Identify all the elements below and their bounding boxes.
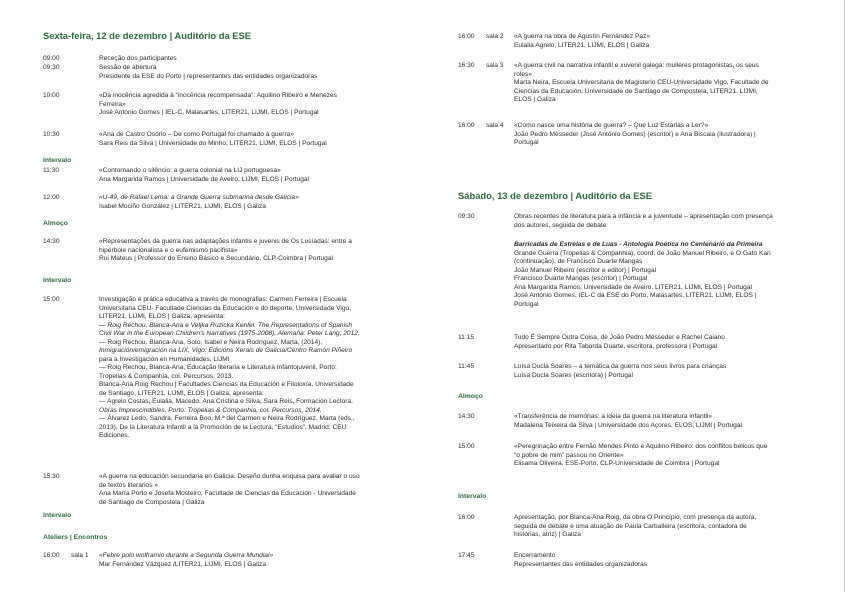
entry-line: — Roig Rechou, Blanca-Ana, Educação literaria e Literatura Infantojuvenil, Porto: bbox=[99, 364, 337, 371]
entry-line: Eulalia Agrelo, LITER21, LIJMI, ELOS | Galiza bbox=[514, 41, 650, 49]
entry-line: «A guerra na educación secundaria en Galicia. Deseño dunha enquisa para avaliar o uso bbox=[99, 473, 360, 480]
entry-line: seguida de debate e uma atuação de Paula Carballeira (escritora, contadora de bbox=[514, 522, 747, 530]
entry-line: Ciencias da Educación, Universidade de Santiago de Compostela, LITER21, LIJMI, bbox=[514, 87, 758, 95]
section-heading: Almoço bbox=[43, 220, 68, 227]
entry-line: «Contornando o silêncio: a guerra colonial na LIJ portuguesa» bbox=[99, 167, 281, 174]
entry-line: 2013), De la Literatura Infantil a la Promoción de la Lectura, “Estudios”, Madrid: CEU bbox=[99, 423, 347, 431]
entry-line: Tropelias & Companhia, col. Percursos, 2013. bbox=[99, 372, 234, 380]
entry-line: «Ana de Castro Osório – De como Portugal foi chamado à guerra» bbox=[99, 131, 294, 138]
entry-line: ELOS | Galiza bbox=[514, 96, 556, 103]
entry-line: José António Gomes, IEL-C da ESE do Porto, Malasartes, LITER21, LIJMI, ELOS | bbox=[514, 292, 757, 299]
section-heading: Ateliers | Encontros bbox=[43, 534, 108, 541]
entry-line: de Santiago, LITER21, LIJMI, ELOS | Galiza, apresenta: bbox=[99, 389, 264, 397]
entry-line: «Representações da guerra nas adaptações infantis e juvenis de Os Lusíadas: entre a bbox=[99, 238, 352, 245]
entry-line: Ana María Porto e Josefa Mosteiro, Facultade de Ciencias da Educación - Universidade bbox=[99, 490, 356, 497]
entry-room: sala 1 bbox=[71, 552, 89, 559]
section-heading: Intervalo bbox=[43, 157, 72, 164]
entry-line: Representantes das entidades organizadoras bbox=[514, 560, 648, 568]
entry-line: Mar Fernández Vázquez /LITER21, LIJMI, ELOS | Galiza bbox=[99, 560, 266, 568]
entry-line: “o pobre de mim” passou no Oriente» bbox=[514, 451, 624, 459]
entry-line: «A guerra na obra de Agustín Fernández Paz» bbox=[514, 33, 650, 40]
entry-line: Elisama Oliveira, ESE-Porto, CLP-Universidade de Coimbra | Portugal bbox=[514, 460, 720, 467]
entry-line: de textos literarios » bbox=[99, 481, 159, 489]
entry-line: Portugal bbox=[514, 300, 539, 308]
entry-line: «Como nasce uma história de guerra? – Que Luz Estarias a Ler?» bbox=[514, 122, 709, 129]
entry-time: 16:30 bbox=[458, 62, 475, 69]
entry-line: Madalena Teixeira da Silva | Universidade dos Açores, ELOS, LIJMI | Portugal bbox=[514, 421, 742, 429]
entry-line: Ana Margarida Ramos | Universidade de Aveiro, LIJMI, ELOS | Portugal bbox=[99, 175, 310, 183]
entry-line: Ana Margarida Ramos, Universidade de Aveiro, LITER21, LIJMI, ELOS | Portugal bbox=[514, 283, 752, 291]
entry-line: Obras recentes de literatura para a infância e a juventude – apresentação com presença bbox=[514, 213, 773, 220]
entry-line: Civil War in the European Children's Narratives (1975-2008), Alemaña: Peter Lang, 2012. bbox=[99, 330, 360, 337]
entry-time: 11:30 bbox=[43, 167, 60, 174]
entry-line: Ediciones. bbox=[99, 432, 130, 439]
entry-time: 14:30 bbox=[458, 413, 475, 420]
entry-line: Universitaria CEU- Facultade Ciencias da Educación e do deporte, Universidade Vigo, bbox=[99, 304, 352, 312]
entry-line: «Febre polo wolframio durante a Segunda Guerra Mundial» bbox=[99, 552, 274, 559]
entry-time: 09:30 bbox=[458, 213, 475, 220]
entry-time: 09:30 bbox=[43, 64, 60, 71]
entry-line: Blanca-Ana Roig Rechou | Facultades Ciencias da Educación e Filoloxía, Universidade bbox=[99, 381, 354, 388]
entry-line: Portugal bbox=[514, 139, 539, 146]
entry-line: para a Investigación en Humanidades, LIJMI bbox=[99, 355, 230, 363]
entry-time: 15:00 bbox=[43, 296, 60, 303]
entry-line: Francisco Duarte Mangas (escritor) | Portugal bbox=[514, 275, 648, 282]
entry-line: «Peregrinação entre Fernão Mendes Pinto e Aquilino Ribeiro: dos conflitos bélicos que bbox=[514, 443, 768, 450]
entry-line: — Álvarez Ledo, Sandra, Ferreira Boo, M.ª del Carmen e Neira Rodríguez, Marta (eds., bbox=[99, 415, 355, 422]
entry-time: 11:15 bbox=[458, 334, 475, 341]
entry-line: — Agrelo Costas, Eulalia, Macedo, Ana Cristina e Silva, Sara Reis, Formación Lectora. bbox=[99, 398, 353, 405]
entry-room: sala 4 bbox=[486, 122, 504, 129]
entry-time: 16:00 bbox=[458, 33, 475, 40]
entry-line: Sara Reis da Silva | Universidade do Minho, LITER21, LIJMI, ELOS | Portugal bbox=[99, 139, 327, 147]
entry-time: 15:00 bbox=[458, 443, 475, 450]
entry-line: Sessão de abertura bbox=[99, 64, 157, 71]
day1-title: Sexta-feira, 12 de dezembro | Auditório da ESE bbox=[43, 30, 252, 41]
entry-line: Obras Imprescindibles, Porto: Tropelias & Companhia, col. Percursos, 2014. bbox=[99, 406, 322, 414]
entry-time: 11:45 bbox=[458, 363, 475, 370]
section-heading: Almoço bbox=[458, 393, 483, 400]
entry-time: 15:30 bbox=[43, 473, 60, 480]
entry-line: Ferreira» bbox=[99, 100, 126, 108]
entry-time: 16:00 bbox=[458, 122, 475, 129]
entry-time: 09:00 bbox=[43, 55, 60, 62]
entry-line: LITER21, LIJMI, ELOS | Galiza, apresenta: bbox=[99, 313, 225, 320]
entry-line: Apresentado por Rita Taborda Duarte, escritora, professora | Portugal bbox=[514, 342, 718, 350]
entry-room: sala 3 bbox=[486, 62, 504, 69]
entry-line: «Transferência de memórias: a ideia da guerra na literatura infantil» bbox=[514, 413, 713, 420]
section-heading: Intervalo bbox=[43, 277, 72, 284]
entry-line: Luísa Ducla Soares – a temática da guerra nos seus livros para crianças bbox=[514, 363, 727, 370]
entry-line: Encerramento bbox=[514, 552, 556, 559]
entry-time: 17:45 bbox=[458, 552, 475, 559]
entry-time: 16:00 bbox=[43, 552, 60, 559]
entry-time: 12:00 bbox=[43, 194, 60, 201]
entry-line: Marta Neira, Escuela Universitaria de Magisterio CEU-Universidade Vigo, Facultade de bbox=[514, 79, 769, 86]
entry-line: João Manuel Ribeiro (escritor e editor) | Portugal bbox=[514, 266, 657, 274]
entry-line: hipérbole nacionalista e o eufemismo pacifista» bbox=[99, 246, 238, 254]
entry-line: roles» bbox=[514, 70, 532, 78]
entry-time: 10:30 bbox=[43, 131, 60, 138]
entry-line: Apresentação, por Blanca-Ana Roig, da obra O Princípio, com presença da autora, bbox=[514, 514, 757, 521]
entry-line: «U-49, de Rafael Lema: a Grande Guerra submarina desde Galicia» bbox=[99, 194, 299, 201]
entry-line: Rui Mateus | Professor do Ensino Básico e Secundário, CLP-Coimbra | Portugal bbox=[99, 255, 333, 262]
entry-room: sala 2 bbox=[486, 33, 504, 40]
entry-line: — Roig Rechou, Blanca-Ana, Soto, Isabel e Neira Rodríguez, Marta, (2014), bbox=[99, 338, 323, 346]
entry-line: — Roig Rechou, Blanca-Ana e Veljka Ruzicka Kenfel. The Representations of Spanish bbox=[99, 321, 353, 329]
entry-time: 10:00 bbox=[43, 92, 60, 99]
entry-line: Receção dos participantes bbox=[99, 55, 177, 62]
section-heading: Intervalo bbox=[458, 493, 487, 500]
entry-line: Presidente da ESE do Porto | representantes das entidades organizadoras bbox=[99, 72, 318, 80]
entry-line: Grande Guerra (Tropelias & Companhia), coord. de João Manuel Ribeiro, e O Gato Kari bbox=[514, 249, 771, 257]
entry-line: Tudo É Sempre Outra Coisa, de João Pedro Mésseder e Rachel Caiano bbox=[514, 334, 725, 341]
entry-line: Investigação e prática educativa a través de monografias: Carmen Ferreira | Escuela bbox=[99, 296, 347, 303]
entry-line: histórias, atriz) | Galiza bbox=[514, 531, 581, 538]
entry-line: José António Gomes | IEL-C, Malasartes, LITER21, LIJMI, ELOS | Portugal bbox=[99, 109, 319, 116]
entry-line: de Santiago de Compostela | Galiza bbox=[99, 498, 205, 506]
entry-line: Luísa Ducla Soares (escritora) | Portugal bbox=[514, 371, 633, 379]
entry-line: dos autores, seguida de debate bbox=[514, 221, 607, 229]
entry-line: Isabel Mociño González | LITER21, LIJMI, ELOS | Galiza bbox=[99, 202, 266, 210]
entry-time: 16:00 bbox=[458, 514, 475, 521]
entry-line: «Da inocência agredida à “inocência recompensada”: Aquilino Ribeiro e Menezes bbox=[99, 92, 337, 99]
entry-line: João Pedro Mésseder (José António Gomes) (escritor) e Ana Biscaia (ilustradora) | bbox=[514, 130, 756, 138]
entry-line: «A guerra civil na narrativa infantil e xuvenil galega: mulleres protagonistas, os seus bbox=[514, 62, 759, 69]
entry-line: Barricadas de Estrelas e de Luas - Antologia Poética no Centenário da Primeira bbox=[514, 241, 763, 248]
entry-time: 14:30 bbox=[43, 238, 60, 245]
entry-line: (continuação), de Francisco Duarte Mangas bbox=[514, 258, 643, 265]
day2-title: Sábado, 13 de dezembro | Auditório da ESE bbox=[458, 190, 652, 201]
entry-line: Inmigración/emigración na LIX, Vigo: Edicións Xerais de Galicia/Centro Ramón Piñeiro bbox=[99, 347, 353, 354]
section-heading: Intervalo bbox=[43, 512, 72, 519]
